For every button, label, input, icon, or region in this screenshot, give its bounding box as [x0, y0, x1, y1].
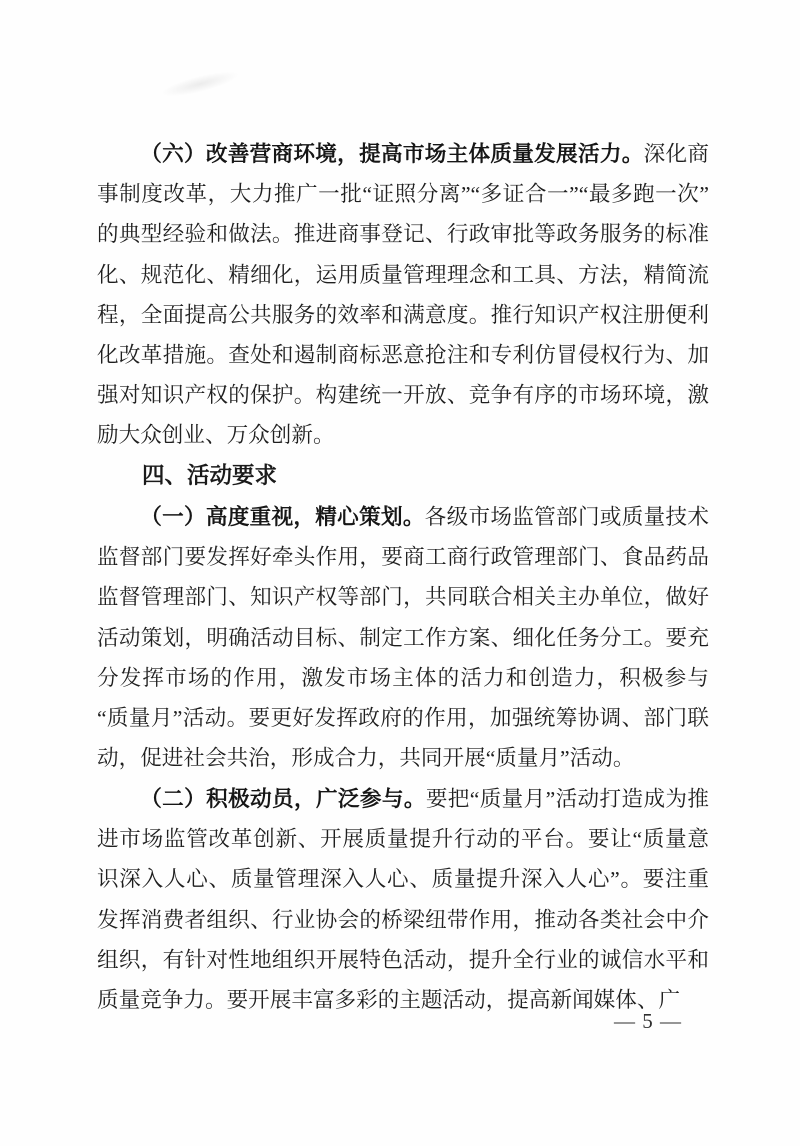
paragraph-6-bold-lead: （六）改善营商环境，提高市场主体质量发展活力。	[140, 142, 644, 166]
page-number: — 5 —	[614, 1009, 682, 1033]
document-text-block	[97, 134, 709, 1021]
section-heading-activity-requirements: 四、活动要求	[142, 463, 278, 488]
paragraph-1-bold-lead: （一）高度重视，精心策划。	[140, 505, 425, 529]
paragraph-section-2	[97, 779, 709, 1021]
paragraph-2-body-text: 要把“质量月”活动打造成为推进市场监管改革创新、开展质量提升行动的平台。要让“质量意识深入人心、质量管理深入人心、质量提升深入人心”。要注重发挥消费者组织、行业协会的桥梁纽带作用，推动各类社会中介组织，有针对性地组织开展特色活动，提升全行业的诚信水平和质量竞争力。要开展丰富多彩的主题活动，提高新闻媒体、广	[97, 787, 709, 1013]
scan-smudge-artifact	[159, 67, 240, 102]
paragraph-section-6	[97, 134, 709, 456]
paragraph-1-body-text: 各级市场监管部门或质量技术监督部门要发挥好牵头作用，要商工商行政管理部门、食品药品监督管理部门、知识产权等部门，共同联合相关主办单位，做好活动策划，明确活动目标、制定工作方案、细化任务分工。要充分发挥市场的作用，激发市场主体的活力和创造力，积极参与“质量月”活动。要更好发挥政府的作用，加强统筹协调、部门联动，促进社会共治，形成合力，共同开展“质量月”活动。	[97, 505, 709, 771]
paragraph-6-body-text: 深化商事制度改革，大力推广一批“证照分离”“多证合一”“最多跑一次”的典型经验和做法。推进商事登记、行政审批等政务服务的标准化、规范化、精细化，运用质量管理理念和工具、方法，精简流程，全面提高公共服务的效率和满意度。推行知识产权注册便利化改革措施。查处和遏制商标恶意抢注和专利仿冒侵权行为、加强对知识产权的保护。构建统一开放、竞争有序的市场环境，激励大众创业、万众创新。	[97, 142, 709, 448]
paragraph-2-bold-lead: （二）积极动员，广泛参与。	[140, 787, 426, 811]
paragraph-section-1	[97, 497, 709, 779]
